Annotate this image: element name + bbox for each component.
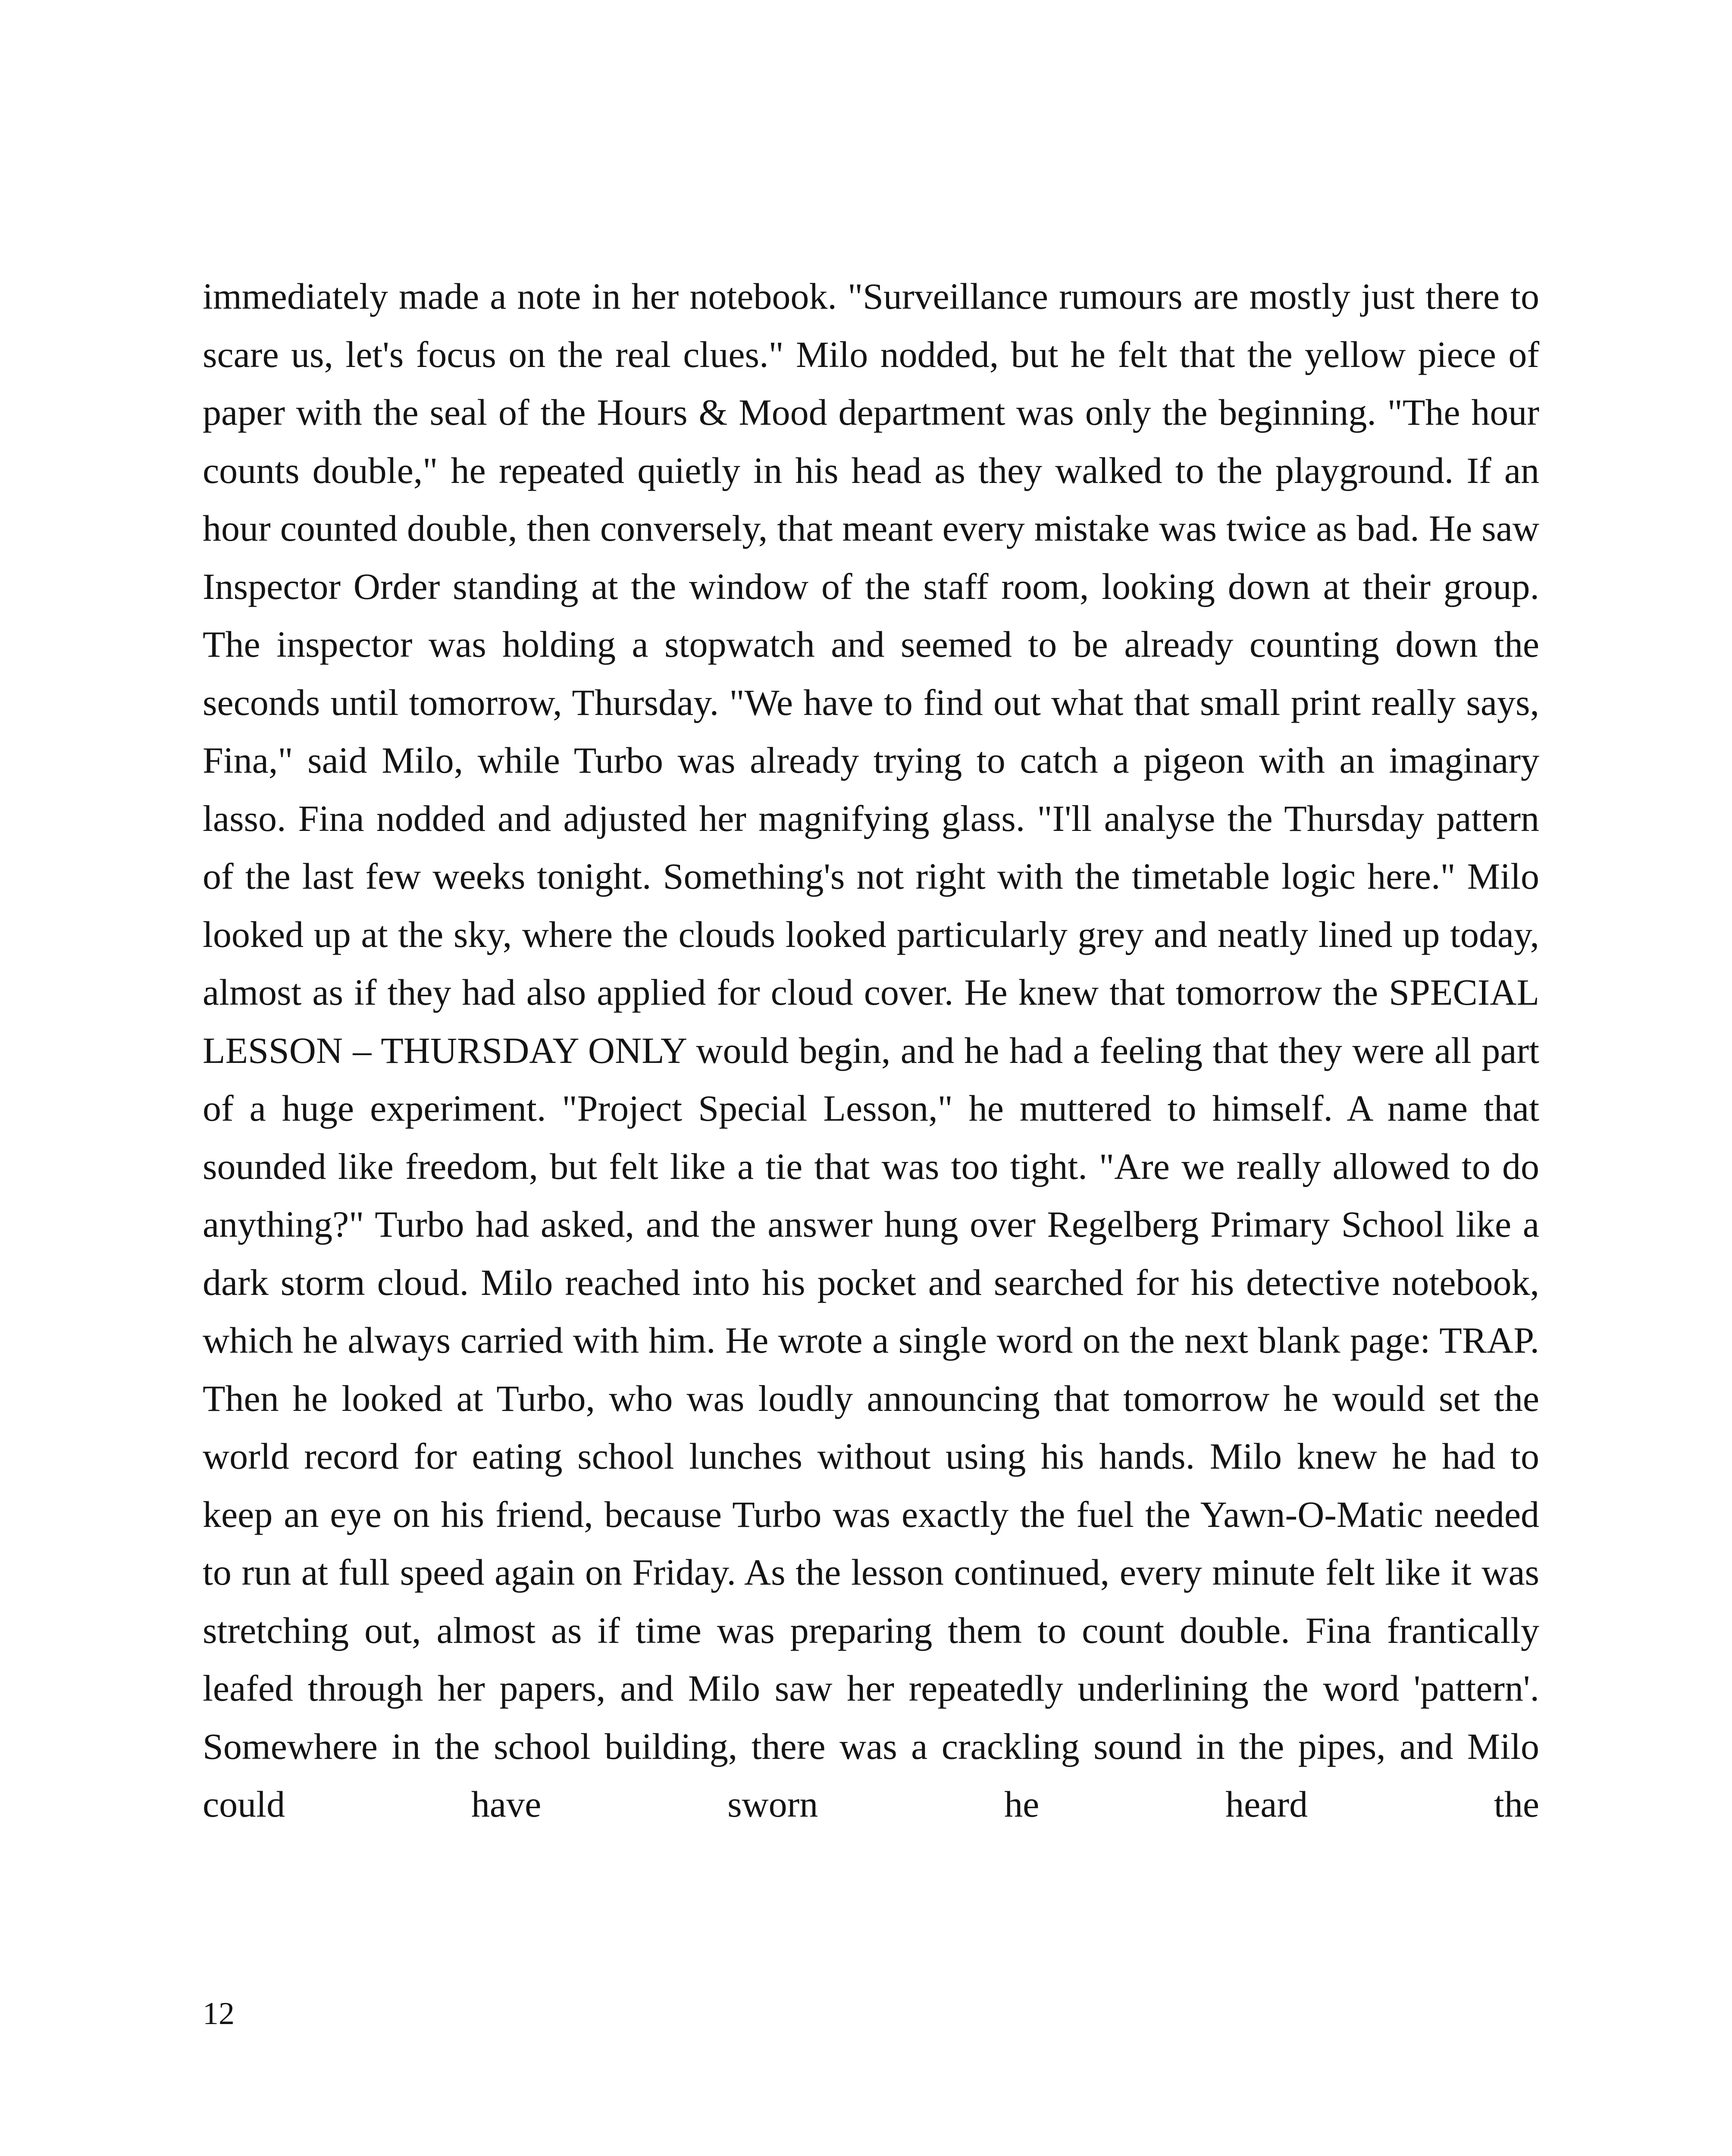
- body-paragraph: immediately made a note in her notebook. "Surveillance rumours are mostly just there to scare us, let's focus on the real clues." Milo nodded, but he felt that the yellow piece of paper with the seal of the Hours & Mood department was only the beginning. "The hour counts double," he repeated quietly in his head as they walked to the playground. If an hour counted double, then conversely, that meant every mistake was twice as bad. He saw Inspector Order standing at the window of the staff room, looking down at their group. The inspector was holding a stopwatch and seemed to be already counting down the seconds until tomorrow, Thursday. "We have to find out what that small print really says, Fina," said Milo, while Turbo was already trying to catch a pigeon with an imaginary lasso. Fina nodded and adjusted her magnifying glass. "I'll analyse the Thursday pattern of the last few weeks tonight. Something's not right with the timetable logic here." Milo looked up at the sky, where the clouds looked particularly grey and neatly lined up today, almost as if they had also applied for cloud cover. He knew that tomorrow the SPECIAL LESSON – THURSDAY ONLY would begin, and he had a feeling that they were all part of a huge experiment. "Project Special Lesson," he muttered to himself. A name that sounded like freedom, but felt like a tie that was too tight. "Are we really allowed to do anything?" Turbo had asked, and the answer hung over Regelberg Primary School like a dark storm cloud. Milo reached into his pocket and searched for his detective notebook, which he always carried with him. He wrote a single word on the next blank page: TRAP. Then he looked at Turbo, who was loudly announcing that tomorrow he would set the world record for eating school lunches without using his hands. Milo knew he had to keep an eye on his friend, because Turbo was exactly the fuel the Yawn-O-Matic needed to run at full speed again on Friday. As the lesson continued, every minute felt like it was stretching out, almost as if time was preparing them to count double. Fina frantically leafed through her papers, and Milo saw her repeatedly underlining the word 'pattern'. Somewhere in the school building, there was a crackling sound in the pipes, and Milo could have sworn he heard the: [203, 276, 1539, 1825]
- page-number: 12: [203, 1996, 235, 2031]
